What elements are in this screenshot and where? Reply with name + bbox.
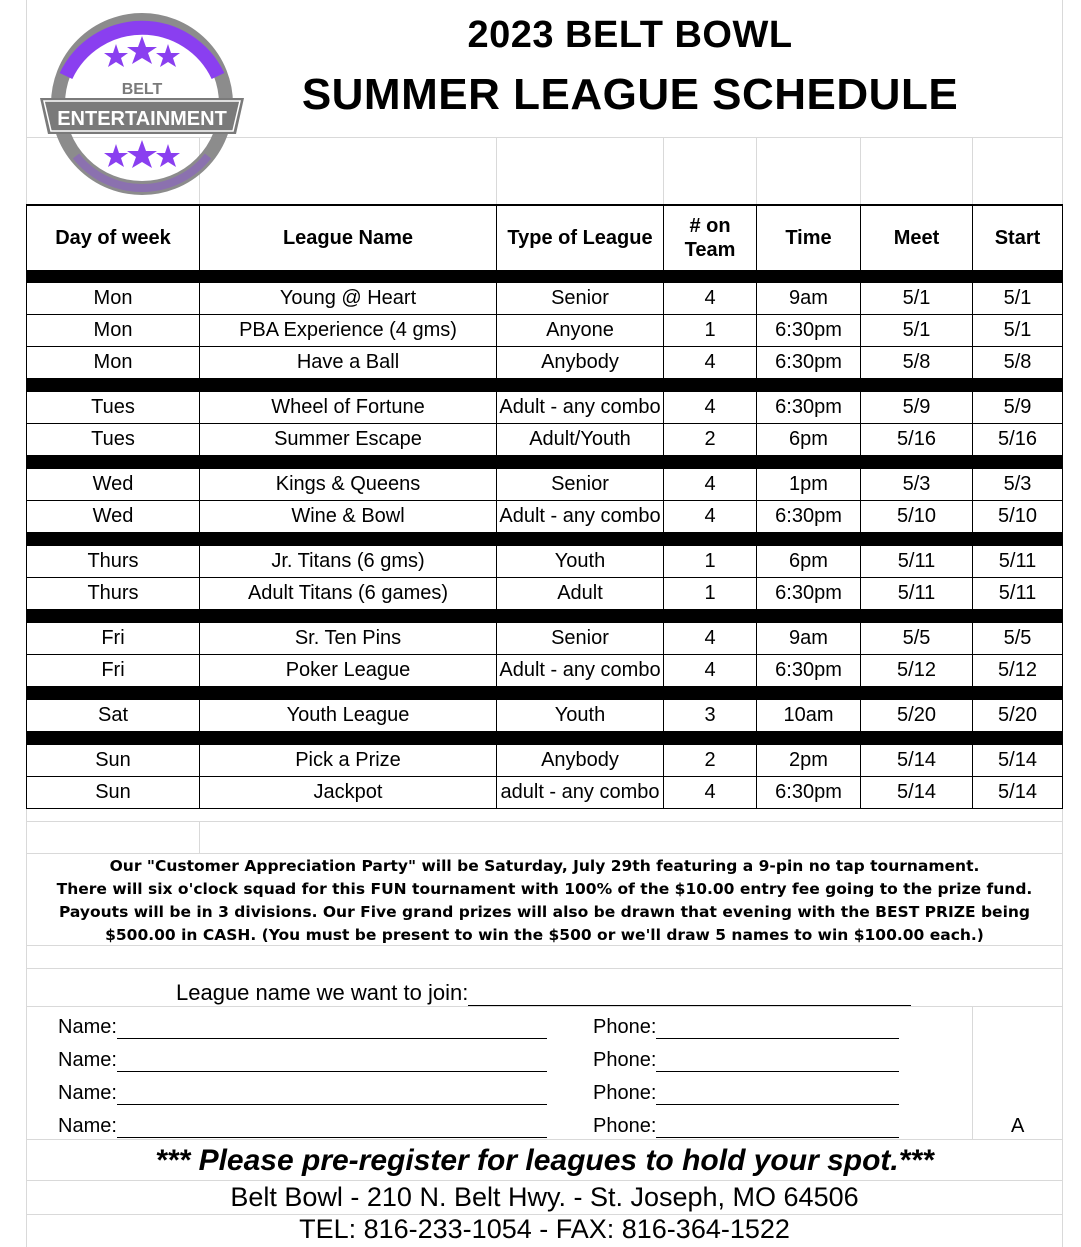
cell-meet: 5/12 (860, 655, 972, 687)
join-blank-line[interactable] (468, 983, 911, 1006)
logo-banner-text: ENTERTAINMENT (57, 108, 227, 130)
group-separator (26, 456, 1063, 469)
cell-day: Mon (26, 283, 199, 315)
preregister-banner: *** Please pre-register for leagues to hold your spot.*** (155, 1144, 934, 1177)
phone-label: Phone: (593, 1016, 657, 1038)
header-time: Time (756, 206, 860, 270)
phone-label: Phone: (593, 1115, 657, 1137)
cell-time: 6:30pm (756, 578, 860, 610)
address-line: Belt Bowl - 210 N. Belt Hwy. - St. Joseph, MO 64506 (230, 1182, 859, 1212)
cell-start: 5/14 (972, 777, 1063, 809)
phone-field-3[interactable] (593, 1082, 899, 1105)
cell-time: 6:30pm (756, 501, 860, 533)
group-separator (26, 379, 1063, 392)
table-row (26, 469, 1063, 501)
header-start: Start (972, 206, 1063, 270)
cell-start: 5/5 (972, 623, 1063, 655)
cell-league-name: Wheel of Fortune (199, 392, 496, 424)
name-blank-line[interactable] (117, 1115, 547, 1138)
cell-team-size: 4 (663, 469, 756, 501)
group-separator (26, 610, 1063, 623)
cell-day: Tues (26, 424, 199, 456)
league-schedule-table (26, 204, 1063, 809)
notice-line: There will six o'clock squad for this FUN tournament with 100% of the $10.00 entry fee going to the prize fund. (56, 880, 1033, 898)
cell-type: Adult - any combo (496, 501, 663, 533)
table-row (26, 655, 1063, 687)
header-league-name: League Name (199, 206, 496, 270)
cell-team-size: 4 (663, 623, 756, 655)
header-team-size: # on Team (663, 206, 756, 270)
cell-team-size: 4 (663, 347, 756, 379)
cell-time: 6pm (756, 424, 860, 456)
cell-time: 1pm (756, 469, 860, 501)
name-label: Name: (58, 1115, 117, 1137)
notice-line: Our "Customer Appreciation Party" will be Saturday, July 29th featuring a 9-pin no tap tournament. (109, 857, 980, 875)
phone-blank-line[interactable] (656, 1082, 899, 1105)
title-year: 2023 BELT BOWL (467, 14, 793, 56)
cell-team-size: 1 (663, 578, 756, 610)
cell-meet: 5/20 (860, 700, 972, 732)
cell-day: Thurs (26, 546, 199, 578)
cell-meet: 5/14 (860, 777, 972, 809)
cell-day: Wed (26, 469, 199, 501)
group-separator (26, 533, 1063, 546)
cell-time: 6:30pm (756, 655, 860, 687)
cell-league-name: Have a Ball (199, 347, 496, 379)
table-row (26, 501, 1063, 533)
name-blank-line[interactable] (117, 1016, 547, 1039)
cell-type: Adult - any combo (496, 655, 663, 687)
group-separator (26, 687, 1063, 700)
cell-meet: 5/9 (860, 392, 972, 424)
cell-league-name: Kings & Queens (199, 469, 496, 501)
cell-start: 5/8 (972, 347, 1063, 379)
cell-type: adult - any combo (496, 777, 663, 809)
cell-day: Thurs (26, 578, 199, 610)
title-schedule: SUMMER LEAGUE SCHEDULE (301, 70, 959, 119)
header-meet: Meet (860, 206, 972, 270)
cell-time: 2pm (756, 745, 860, 777)
table-row (26, 546, 1063, 578)
name-blank-line[interactable] (117, 1049, 547, 1072)
cell-start: 5/11 (972, 546, 1063, 578)
name-field-3[interactable] (58, 1082, 547, 1105)
cell-team-size: 3 (663, 700, 756, 732)
cell-team-size: 4 (663, 777, 756, 809)
cell-meet: 5/11 (860, 546, 972, 578)
name-field-4[interactable] (58, 1115, 547, 1138)
cell-meet: 5/16 (860, 424, 972, 456)
cell-mark: A (1011, 1115, 1025, 1137)
cell-league-name: PBA Experience (4 gms) (199, 315, 496, 347)
cell-time: 10am (756, 700, 860, 732)
cell-meet: 5/1 (860, 283, 972, 315)
cell-start: 5/16 (972, 424, 1063, 456)
cell-type: Anyone (496, 315, 663, 347)
cell-day: Mon (26, 315, 199, 347)
cell-time: 9am (756, 283, 860, 315)
name-label: Name: (58, 1049, 117, 1071)
phone-label: Phone: (593, 1049, 657, 1071)
phone-field-4[interactable] (593, 1115, 899, 1138)
cell-day: Tues (26, 392, 199, 424)
join-league-field[interactable] (176, 980, 911, 1006)
cell-team-size: 4 (663, 392, 756, 424)
table-header-row (26, 204, 1063, 270)
logo-top-text: BELT (121, 81, 163, 98)
cell-day: Wed (26, 501, 199, 533)
join-label: League name we want to join: (176, 980, 469, 1005)
cell-start: 5/3 (972, 469, 1063, 501)
cell-time: 6:30pm (756, 315, 860, 347)
cell-league-name: Pick a Prize (199, 745, 496, 777)
cell-league-name: Summer Escape (199, 424, 496, 456)
cell-league-name: Poker League (199, 655, 496, 687)
cell-type: Youth (496, 700, 663, 732)
table-row (26, 347, 1063, 379)
contact-line: TEL: 816-233-1054 - FAX: 816-364-1522 (299, 1214, 790, 1244)
cell-team-size: 4 (663, 655, 756, 687)
cell-league-name: Jr. Titans (6 gms) (199, 546, 496, 578)
group-separator (26, 270, 1063, 283)
phone-blank-line[interactable] (656, 1115, 899, 1138)
table-row (26, 777, 1063, 809)
cell-team-size: 2 (663, 745, 756, 777)
cell-meet: 5/1 (860, 315, 972, 347)
cell-start: 5/11 (972, 578, 1063, 610)
party-notice (26, 855, 1063, 947)
cell-team-size: 4 (663, 501, 756, 533)
cell-day: Sun (26, 777, 199, 809)
cell-type: Adult - any combo (496, 392, 663, 424)
cell-start: 5/14 (972, 745, 1063, 777)
cell-time: 6:30pm (756, 347, 860, 379)
cell-league-name: Sr. Ten Pins (199, 623, 496, 655)
cell-type: Senior (496, 469, 663, 501)
cell-day: Fri (26, 623, 199, 655)
cell-day: Sun (26, 745, 199, 777)
notice-line: $500.00 in CASH. (You must be present to win the $500 or we'll draw 5 names to win $100.00 each.) (105, 926, 984, 944)
name-field-1[interactable] (58, 1016, 547, 1039)
cell-start: 5/10 (972, 501, 1063, 533)
cell-league-name: Young @ Heart (199, 283, 496, 315)
cell-league-name: Adult Titans (6 games) (199, 578, 496, 610)
table-row (26, 283, 1063, 315)
cell-meet: 5/3 (860, 469, 972, 501)
cell-team-size: 4 (663, 283, 756, 315)
cell-meet: 5/14 (860, 745, 972, 777)
name-blank-line[interactable] (117, 1082, 547, 1105)
phone-label: Phone: (593, 1082, 657, 1104)
table-row (26, 392, 1063, 424)
cell-team-size: 1 (663, 315, 756, 347)
phone-blank-line[interactable] (656, 1049, 899, 1072)
cell-league-name: Jackpot (199, 777, 496, 809)
table-row (26, 700, 1063, 732)
cell-meet: 5/11 (860, 578, 972, 610)
cell-start: 5/12 (972, 655, 1063, 687)
phone-field-2[interactable] (593, 1049, 899, 1072)
cell-team-size: 1 (663, 546, 756, 578)
cell-type: Youth (496, 546, 663, 578)
belt-entertainment-logo (36, 6, 248, 202)
cell-meet: 5/10 (860, 501, 972, 533)
cell-type: Anybody (496, 347, 663, 379)
phone-field-1[interactable] (593, 1016, 899, 1039)
cell-league-name: Wine & Bowl (199, 501, 496, 533)
cell-type: Anybody (496, 745, 663, 777)
cell-time: 9am (756, 623, 860, 655)
header-day: Day of week (26, 206, 199, 270)
phone-blank-line[interactable] (656, 1016, 899, 1039)
cell-meet: 5/8 (860, 347, 972, 379)
table-row (26, 745, 1063, 777)
cell-time: 6pm (756, 546, 860, 578)
notice-line: Payouts will be in 3 divisions. Our Five grand prizes will also be drawn that evening with the BEST PRIZE being (58, 903, 1031, 921)
header-type: Type of League (496, 206, 663, 270)
table-row (26, 623, 1063, 655)
name-field-2[interactable] (58, 1049, 547, 1072)
cell-start: 5/9 (972, 392, 1063, 424)
cell-type: Adult/Youth (496, 424, 663, 456)
cell-team-size: 2 (663, 424, 756, 456)
name-label: Name: (58, 1082, 117, 1104)
cell-time: 6:30pm (756, 777, 860, 809)
cell-type: Senior (496, 283, 663, 315)
group-separator (26, 732, 1063, 745)
cell-meet: 5/5 (860, 623, 972, 655)
table-row (26, 578, 1063, 610)
cell-type: Adult (496, 578, 663, 610)
table-row (26, 424, 1063, 456)
table-row (26, 315, 1063, 347)
cell-start: 5/1 (972, 315, 1063, 347)
cell-day: Sat (26, 700, 199, 732)
cell-day: Mon (26, 347, 199, 379)
cell-start: 5/20 (972, 700, 1063, 732)
cell-time: 6:30pm (756, 392, 860, 424)
cell-league-name: Youth League (199, 700, 496, 732)
name-label: Name: (58, 1016, 117, 1038)
cell-start: 5/1 (972, 283, 1063, 315)
cell-type: Senior (496, 623, 663, 655)
cell-day: Fri (26, 655, 199, 687)
